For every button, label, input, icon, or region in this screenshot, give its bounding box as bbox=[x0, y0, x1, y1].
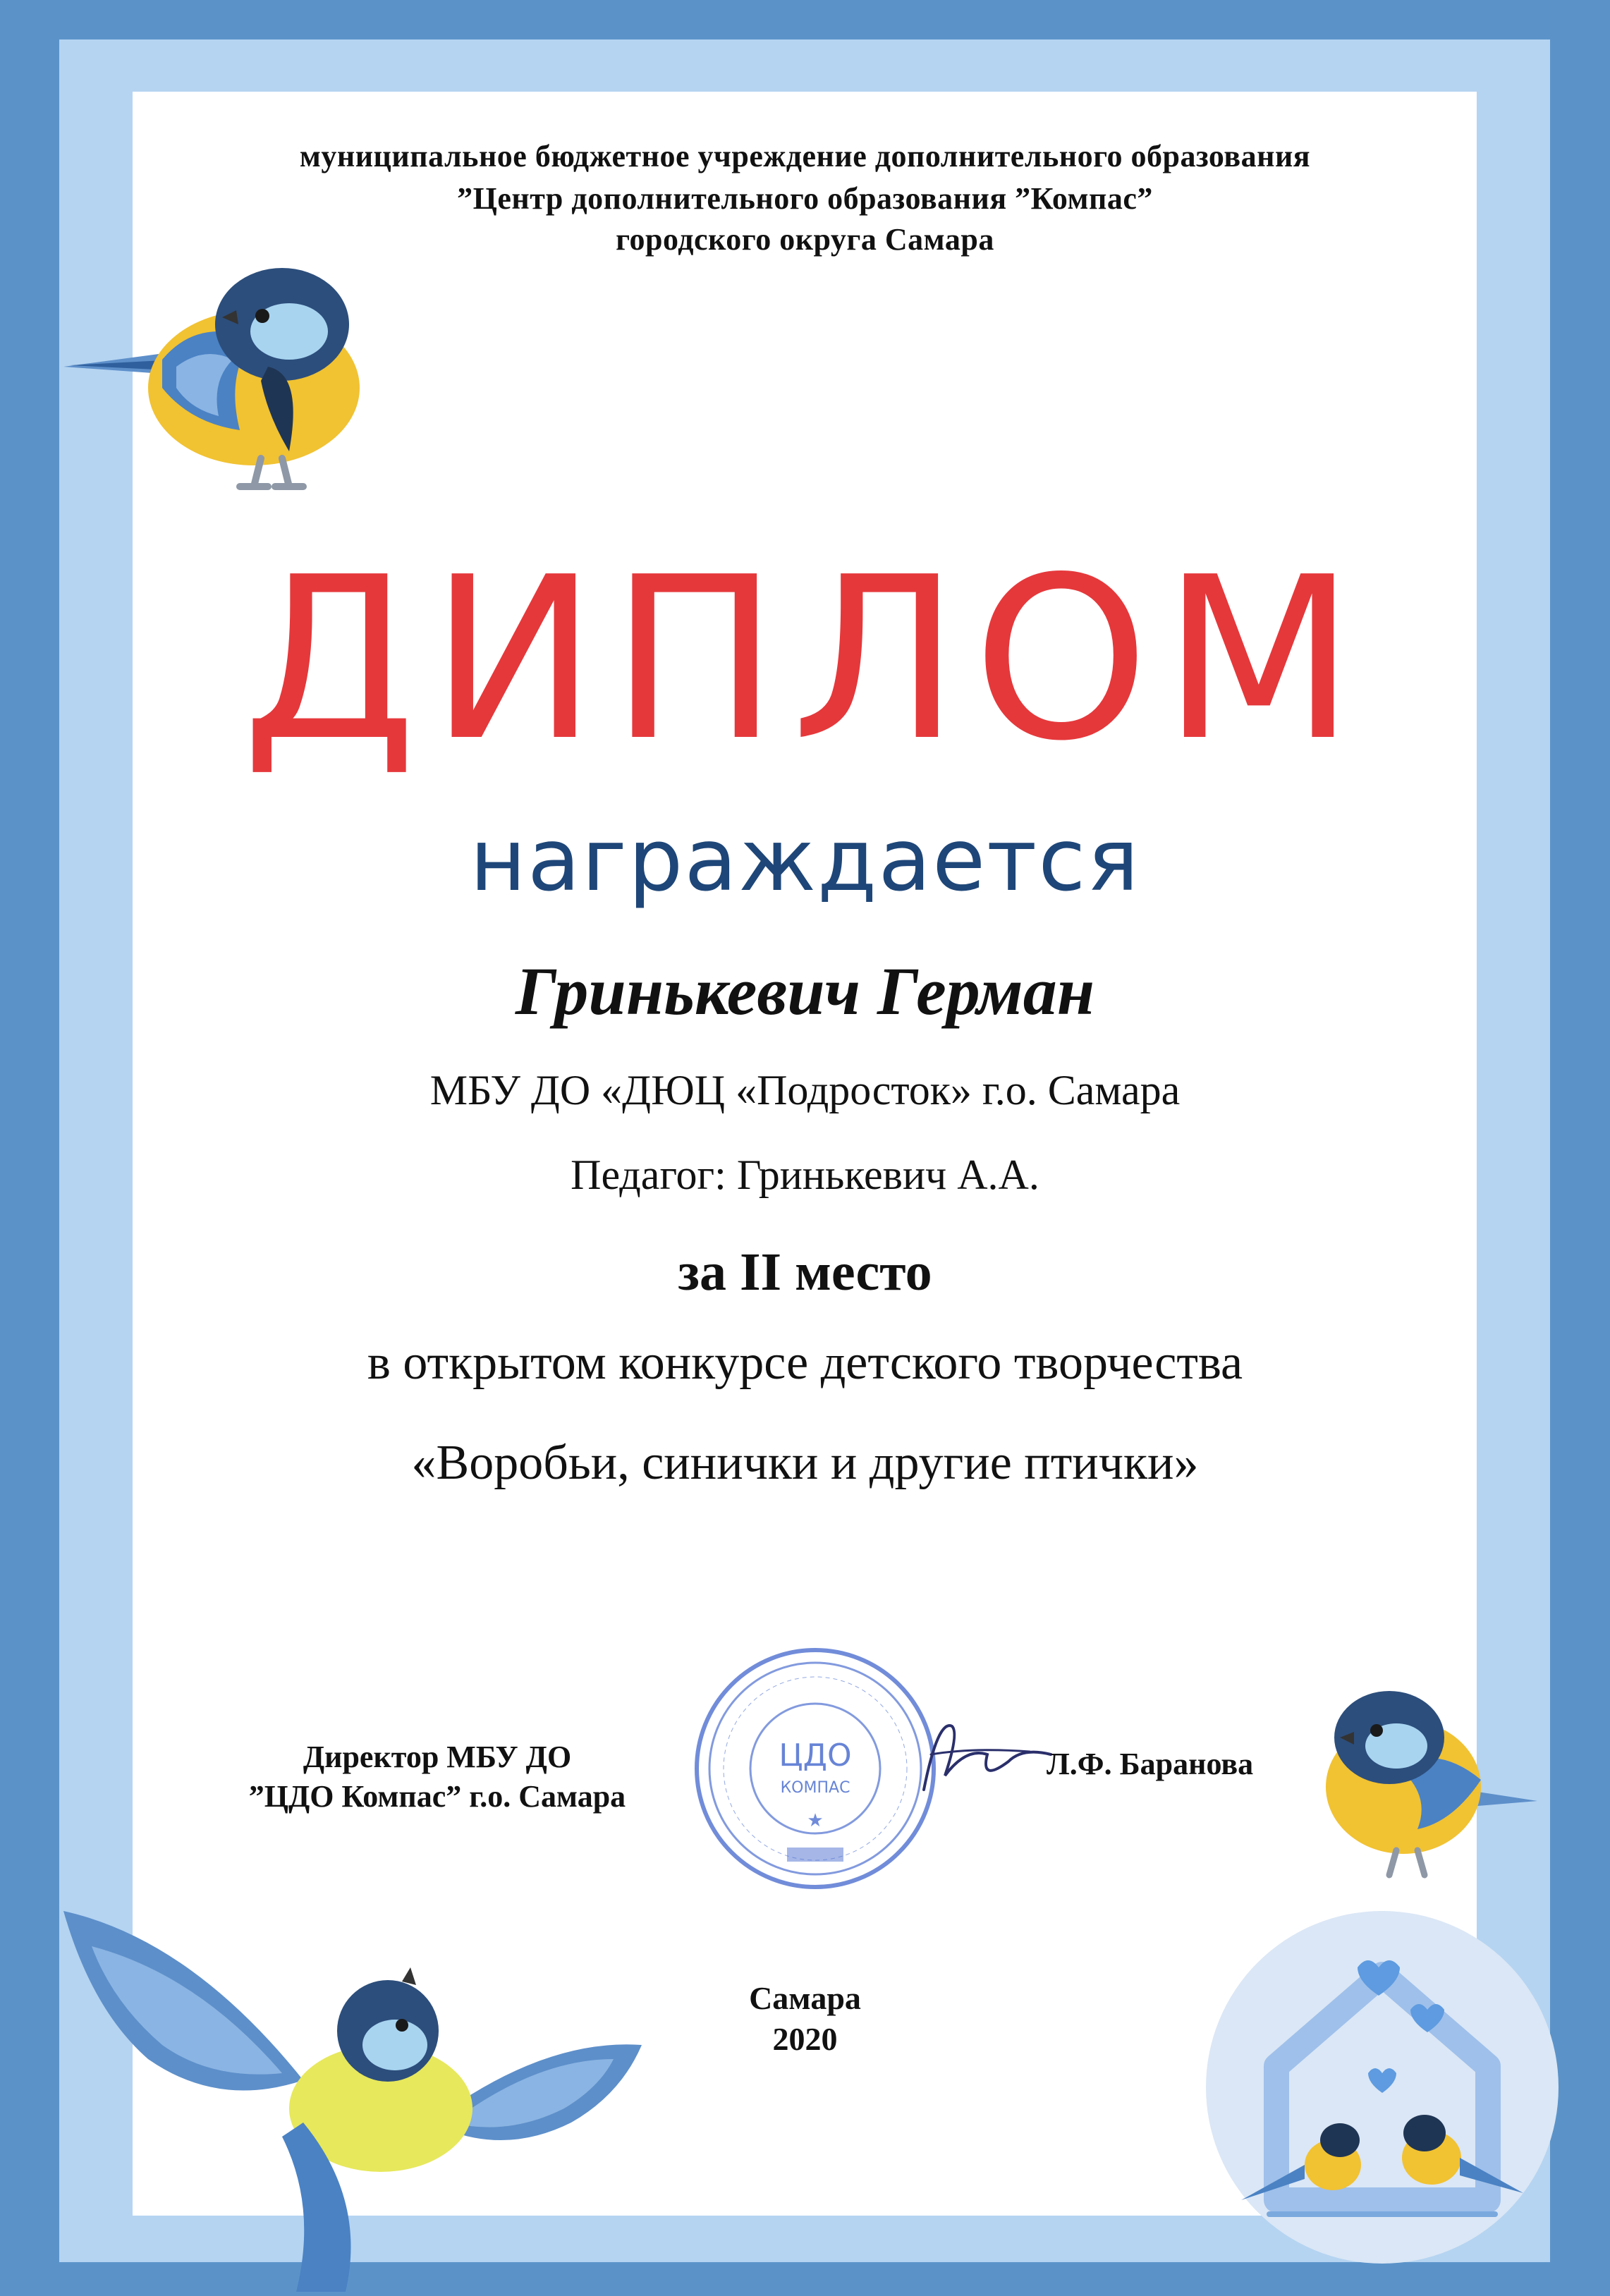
recipient-name: Гринькевич Герман bbox=[516, 953, 1094, 1029]
handwritten-signature bbox=[910, 1705, 1065, 1811]
birdhouse-icon bbox=[1199, 1904, 1566, 2271]
contest-line-2: «Воробьи, синички и другие птички» bbox=[411, 1436, 1199, 1490]
svg-text:★: ★ bbox=[807, 1810, 824, 1831]
recipient-school: МБУ ДО «ДЮЦ «Подросток» г.о. Самара bbox=[429, 1067, 1181, 1113]
org-line-2: ”Центр дополнительного образования ”Компас” bbox=[457, 181, 1153, 216]
awarded-label: награждается bbox=[470, 810, 1140, 910]
tit-bird-icon bbox=[1312, 1681, 1544, 1886]
org-line-1: муниципальное бюджетное учреждение дополнительного образования bbox=[299, 139, 1311, 173]
stamp-sub-text: КОМПАС bbox=[780, 1779, 850, 1797]
contest-line-1: в открытом конкурсе детского творчества bbox=[367, 1336, 1243, 1390]
director-title-line-1: Директор МБУ ДО bbox=[303, 1740, 572, 1774]
year: 2020 bbox=[772, 2021, 838, 2057]
org-line-3: городского округа Самара bbox=[616, 222, 994, 257]
teacher-name: Педагог: Гринькевич А.А. bbox=[571, 1152, 1039, 1198]
award-place: за II место bbox=[678, 1242, 932, 1302]
diploma-title: ДИПЛОМ bbox=[241, 529, 1369, 790]
director-title-line-2: ”ЦДО Компас” г.о. Самара bbox=[248, 1779, 626, 1814]
stamp-center-text: ЦДО bbox=[779, 1738, 852, 1773]
signer-name: Л.Ф. Баранова bbox=[1047, 1747, 1254, 1781]
city: Самара bbox=[749, 1980, 861, 2016]
tit-bird-icon bbox=[56, 247, 381, 501]
flying-tit-icon bbox=[49, 1897, 656, 2292]
stamp-seal bbox=[688, 1642, 942, 1895]
